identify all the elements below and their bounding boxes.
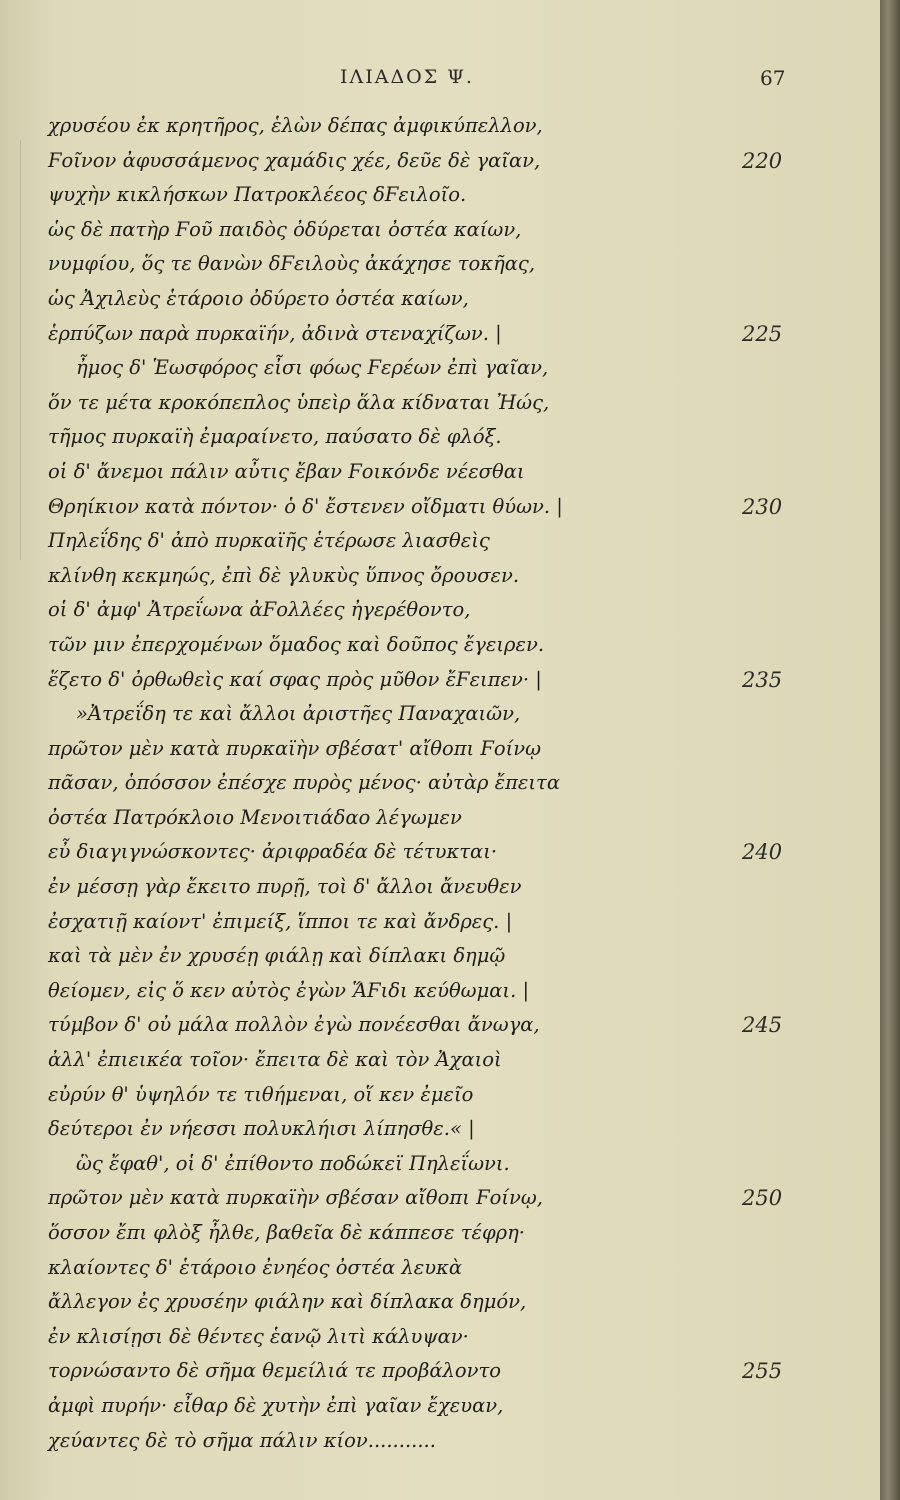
verse-line (0, 493, 880, 528)
verse-line (0, 1323, 880, 1358)
book-spine (880, 0, 900, 1500)
line-number: 225 (742, 321, 783, 346)
verse-text: εὖ διαγιγνώσκοντες· ἀριφραδέα δὲ τέτυκται· (48, 840, 498, 864)
verse-line (0, 1219, 880, 1254)
verse-text: ἦμος δ' Ἑωσφόρος εἶσι φόως Ϝερέων ἐπὶ γαῖαν, (76, 356, 549, 380)
verse-text: τῶν μιν ἐπερχομένων ὅμαδος καὶ δοῦπος ἔγειρεν. (48, 632, 545, 656)
verse-line (0, 1427, 880, 1462)
verse-text: πρῶτον μὲν κατὰ πυρκαϊὴν σβέσατ' αἴθοπι Ϝοίνῳ (48, 736, 542, 760)
verse-line (0, 977, 880, 1012)
verse-line (0, 1011, 880, 1046)
verse-line (0, 1184, 880, 1219)
line-number: 250 (742, 1186, 783, 1211)
verse-text: κλαίοντες δ' ἑτάροιο ἐνηέος ὀστέα λευκὰ (48, 1255, 463, 1279)
verse-line (0, 458, 880, 493)
verse-line (0, 250, 880, 285)
verse-line (0, 666, 880, 701)
verse-text: χεύαντες δὲ τὸ σῆμα πάλιν κίον........... (48, 1428, 436, 1452)
line-number: 230 (742, 494, 783, 519)
verse-line (0, 423, 880, 458)
verse-text: ὅσσον ἔπι φλὸξ ἦλθε, βαθεῖα δὲ κάππεσε τέφρη· (48, 1221, 525, 1244)
verse-text: εὐρύν θ' ὑψηλόν τε τιθήμεναι, οἵ κεν ἐμεῖο (48, 1082, 474, 1106)
running-title: ΙΛΙΑΔΟΣ Ψ. (340, 66, 474, 88)
verse-text: καὶ τὰ μὲν ἐν χρυσέῃ φιάλῃ καὶ δίπλακι δημῷ (48, 944, 506, 968)
verse-line (0, 285, 880, 320)
line-number: 255 (742, 1359, 783, 1384)
verse-text: ἑρπύζων παρὰ πυρκαϊήν, ἀδινὰ στεναχίζων. | (48, 321, 502, 345)
verse-text: ἀλλ' ἐπιεικέα τοῖον· ἔπειτα δὲ καὶ τὸν Ἀχαιοὶ (48, 1048, 502, 1072)
page-header (0, 66, 880, 96)
verse-text: ὣς ἔφαθ', οἱ δ' ἐπίθοντο ποδώκεϊ Πηλεΐωνι. (76, 1151, 510, 1175)
verse-text: ψυχὴν κικλήσκων Πατροκλέεος δϜειλοῖο. (48, 183, 467, 207)
verse-text: ἐν μέσσῃ γὰρ ἔκειτο πυρῇ, τοὶ δ' ἄλλοι ἄνευθεν (48, 875, 522, 899)
verse-line (0, 596, 880, 631)
verse-line (0, 1046, 880, 1081)
verse-text: θείομεν, εἰς ὅ κεν αὐτὸς ἐγὼν ἍϜιδι κεύθωμαι. | (48, 978, 530, 1002)
verse-text: νυμφίου, ὅς τε θανὼν δϜειλοὺς ἀκάχησε τοκῆας, (48, 252, 536, 276)
verse-line (0, 1150, 880, 1185)
verse-text: ἐν κλισίῃσι δὲ θέντες ἑανῷ λιτὶ κάλυψαν· (48, 1324, 469, 1348)
verse-text: ἄλλεγον ἐς χρυσέην φιάλην καὶ δίπλακα δημόν, (48, 1290, 527, 1314)
verse-text: ὀστέα Πατρόκλοιο Μενοιτιάδαο λέγωμεν (48, 805, 462, 829)
verse-text: κλίνθη κεκμηώς, ἐπὶ δὲ γλυκὺς ὕπνος ὄρουσεν. (48, 563, 520, 587)
verse-text: τῆμος πυρκαϊὴ ἐμαραίνετο, παύσατο δὲ φλόξ. (48, 425, 502, 449)
verse-text: ἀμφὶ πυρήν· εἶθαρ δὲ χυτὴν ἐπὶ γαῖαν ἔχευαν, (48, 1393, 504, 1417)
verse-text: »Ἀτρεΐδη τε καὶ ἄλλοι ἀριστῆες Παναχαιῶν, (76, 702, 521, 726)
verse-text: πρῶτον μὲν κατὰ πυρκαϊὴν σβέσαν αἴθοπι Ϝοίνῳ, (48, 1186, 543, 1210)
verse-line (0, 1254, 880, 1289)
verse-text: δεύτεροι ἐν νήεσσι πολυκλήισι λίπησθε.« | (48, 1117, 475, 1141)
line-number: 240 (742, 840, 783, 865)
verse-text: χρυσέου ἐκ κρητῆρος, ἑλὼν δέπας ἀμφικύπελλον, (48, 114, 543, 137)
verse-text: οἱ δ' ἄνεμοι πάλιν αὖτις ἔβαν Ϝοικόνδε νέεσθαι (48, 459, 525, 483)
verse-text: ὅν τε μέτα κροκόπεπλος ὑπεὶρ ἅλα κίδναται Ἠώς, (48, 390, 550, 414)
verse-line (0, 1115, 880, 1150)
verse-line (0, 735, 880, 770)
verse-line (0, 1392, 880, 1427)
verse-text: ὡς Ἀχιλεὺς ἑτάροιο ὀδύρετο ὀστέα καίων, (48, 286, 469, 310)
line-number: 245 (742, 1013, 783, 1038)
verse-text: τύμβον δ' οὐ μάλα πολλὸν ἐγὼ πονέεσθαι ἄνωγα, (48, 1013, 540, 1037)
verse-text: Ϝοῖνον ἀφυσσάμενος χαμάδις χέε, δεῦε δὲ γαῖαν, (48, 148, 541, 172)
verse-text: τορνώσαντο δὲ σῆμα θεμείλιά τε προβάλοντο (48, 1359, 501, 1383)
verse-line (0, 562, 880, 597)
line-number: 235 (742, 667, 783, 692)
verse-line (0, 389, 880, 424)
verse-line (0, 112, 880, 147)
verse-text: Θρηίκιον κατὰ πόντον· ὁ δ' ἔστενεν οἴδματι θύων. | (48, 494, 563, 518)
verse-line (0, 873, 880, 908)
verse-line (0, 908, 880, 943)
verse-line (0, 838, 880, 873)
line-number: 220 (742, 148, 783, 173)
verse-text: πᾶσαν, ὁπόσσον ἐπέσχε πυρὸς μένος· αὐτὰρ ἔπειτα (48, 771, 560, 795)
page-number: 67 (760, 66, 786, 90)
verse-line (0, 942, 880, 977)
verse-line (0, 216, 880, 251)
verse-text: ἕζετο δ' ὀρθωθεὶς καί σφας πρὸς μῦθον ἔϜειπεν· | (48, 667, 542, 691)
verse-line (0, 181, 880, 216)
verse-line (0, 527, 880, 562)
verse-block (0, 112, 880, 1461)
verse-line (0, 769, 880, 804)
verse-line (0, 147, 880, 182)
verse-line (0, 354, 880, 389)
verse-line (0, 320, 880, 355)
verse-line (0, 804, 880, 839)
verse-text: ὡς δὲ πατὴρ Ϝοῦ παιδὸς ὀδύρεται ὀστέα καίων, (48, 217, 522, 241)
verse-line (0, 1357, 880, 1392)
verse-text: οἱ δ' ἀμφ' Ἀτρεΐωνα ἀϜολλέες ἠγερέθοντο, (48, 598, 471, 622)
verse-line (0, 1288, 880, 1323)
verse-line (0, 1081, 880, 1116)
verse-line (0, 700, 880, 735)
verse-line (0, 631, 880, 666)
verse-text: ἐσχατιῇ καίοντ' ἐπιμείξ, ἵπποι τε καὶ ἄνδρες. | (48, 909, 513, 933)
verse-text: Πηλεΐδης δ' ἀπὸ πυρκαϊῆς ἑτέρωσε λιασθεὶς (48, 529, 490, 553)
